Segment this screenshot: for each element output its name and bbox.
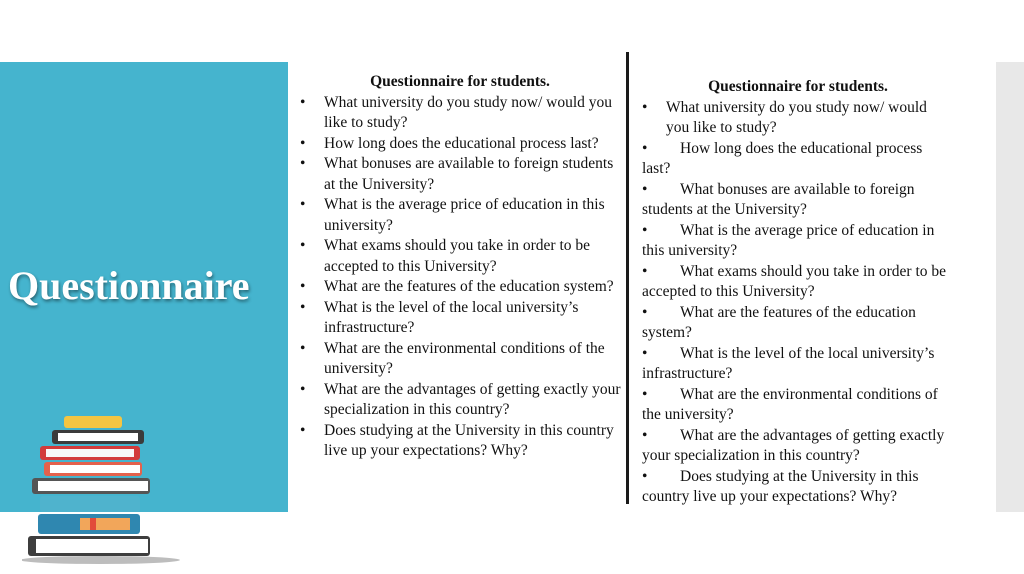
list-item: • What is the level of the local university’s infrastructure? (642, 344, 935, 382)
right-questionnaire (642, 77, 954, 508)
list-item: • Does studying at the University in this country live up your expectations? Why? (642, 467, 919, 505)
list-item: • What exams should you take in order to be accepted to this University? (642, 262, 947, 300)
list-item: • What are the advantages of getting exactly your specialization in this country? (642, 426, 945, 464)
list-item: • What are the advantages of getting exactly your specialization in this country? (300, 380, 621, 418)
book-stack-icon (22, 410, 182, 565)
list-item: • What bonuses are available to foreign students at the University? (300, 155, 614, 193)
list-item: • What are the environmental conditions of the university? (642, 385, 938, 423)
left-questionnaire (300, 72, 622, 462)
list-item: • How long does the educational process last? (300, 134, 599, 152)
list-item: • How long does the educational process last? (642, 139, 923, 177)
right-heading: Questionnaire for students. (708, 78, 888, 95)
left-heading: Questionnaire for students. (370, 73, 550, 90)
right-question-list (642, 98, 954, 508)
list-item: • What is the average price of education in this university? (642, 221, 935, 259)
slide-title: Questionnaire (8, 263, 250, 308)
list-item: • What university do you study now/ would you like to study? (642, 98, 927, 136)
list-item: • What are the features of the education system? (642, 303, 916, 341)
left-question-list (300, 93, 622, 462)
list-item: • What are the environmental conditions of the university? (300, 339, 605, 377)
list-item: • What is the level of the local university’s infrastructure? (300, 298, 579, 336)
list-item: • What are the features of the education system? (300, 278, 614, 295)
column-divider (626, 52, 629, 504)
list-item: • What is the average price of education in this university? (300, 196, 605, 234)
list-item: • What bonuses are available to foreign students at the University? (642, 180, 915, 218)
list-item: • Does studying at the University in this country live up your expectations? Why? (300, 421, 614, 459)
decorative-strip (996, 62, 1024, 512)
list-item: • What exams should you take in order to be accepted to this University? (300, 237, 591, 275)
list-item: • What university do you study now/ would you like to study? (300, 93, 613, 131)
